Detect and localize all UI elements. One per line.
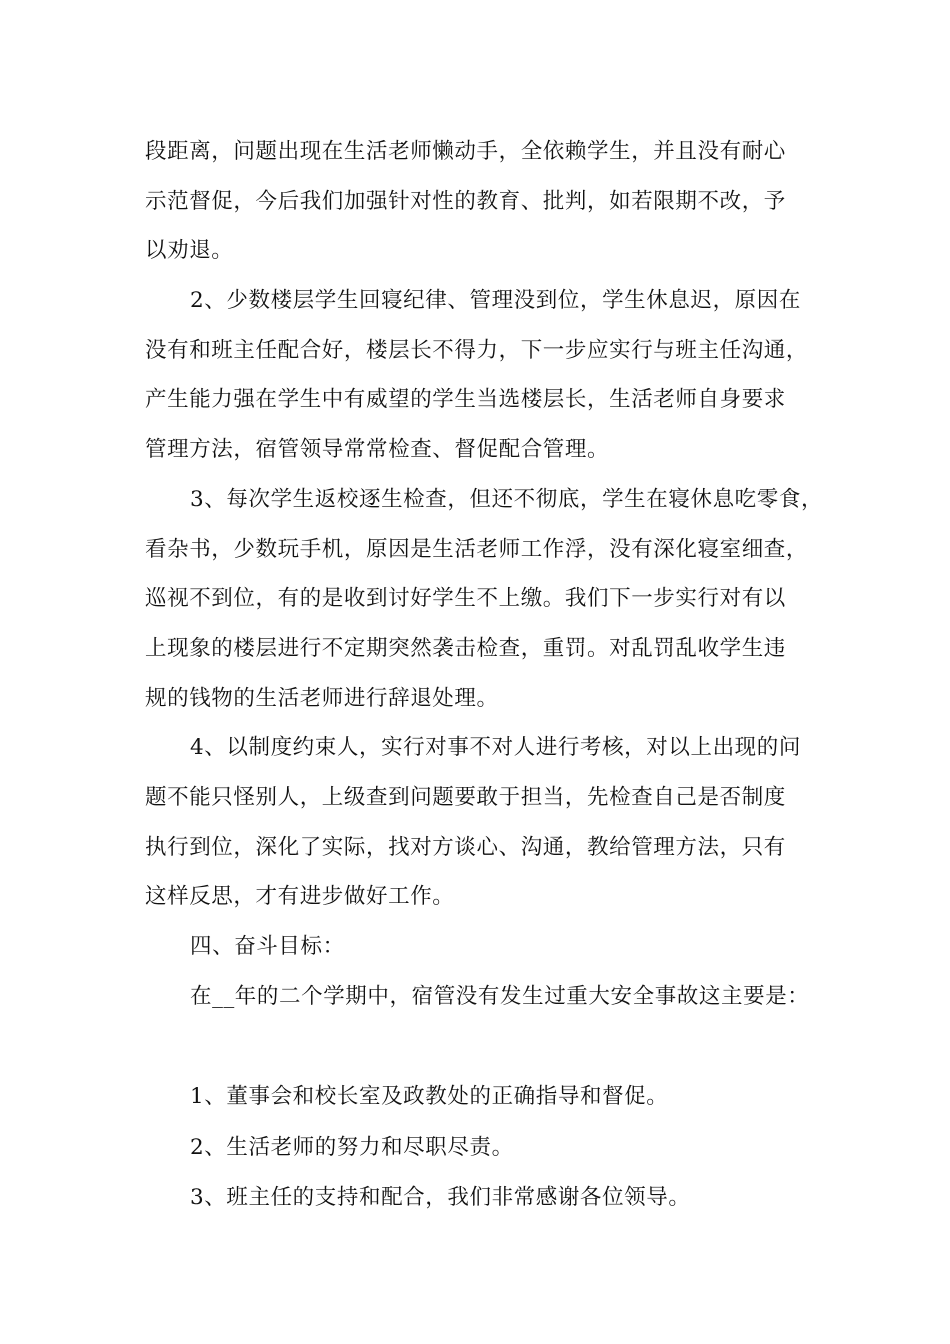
list-item: 2、生活老师的努力和尽职尽责。 xyxy=(190,1135,514,1160)
text-line: 没有和班主任配合好，楼层长不得力，下一步应实行与班主任沟通， xyxy=(145,338,809,363)
paragraph-4-first-line: 4、以制度约束人，实行对事不对人进行考核，对以上出现的问 xyxy=(190,735,801,760)
text-line: 上现象的楼层进行不定期突然袭击检查，重罚。对乱罚乱收学生违 xyxy=(145,636,786,661)
section-heading: 四、奋斗目标： xyxy=(190,934,345,959)
text-line: 产生能力强在学生中有威望的学生当选楼层长，生活老师自身要求 xyxy=(145,387,786,412)
paragraph-3-first-line: 3、每次学生返校逐生检查，但还不彻底，学生在寝休息吃零食， xyxy=(190,487,824,512)
text-line: 示范督促，今后我们加强针对性的教育、批判，如若限期不改，予 xyxy=(145,189,786,214)
text-line: 这样反思，才有进步做好工作。 xyxy=(145,884,455,909)
list-item: 3、班主任的支持和配合，我们非常感谢各位领导。 xyxy=(190,1185,691,1210)
text-line: 题不能只怪别人，上级查到问题要敢于担当，先检查自己是否制度 xyxy=(145,785,786,810)
text-line: 执行到位，深化了实际，找对方谈心、沟通，教给管理方法，只有 xyxy=(145,835,786,860)
text-line: 巡视不到位，有的是收到讨好学生不上缴。我们下一步实行对有以 xyxy=(145,586,786,611)
text-line: 在__年的二个学期中，宿管没有发生过重大安全事故这主要是： xyxy=(190,984,810,1009)
paragraph-2-first-line: 2、少数楼层学生回寝纪律、管理没到位，学生休息迟，原因在 xyxy=(190,288,801,313)
text-line: 看杂书，少数玩手机，原因是生活老师工作浮，没有深化寝室细查， xyxy=(145,537,809,562)
text-line: 规的钱物的生活老师进行辞退处理。 xyxy=(145,686,499,711)
text-line: 段距离，问题出现在生活老师懒动手，全依赖学生，并且没有耐心 xyxy=(145,139,786,164)
text-line: 以劝退。 xyxy=(145,238,234,263)
list-item: 1、董事会和校长室及政教处的正确指导和督促。 xyxy=(190,1084,669,1109)
text-line: 管理方法，宿管领导常常检查、督促配合管理。 xyxy=(145,437,610,462)
